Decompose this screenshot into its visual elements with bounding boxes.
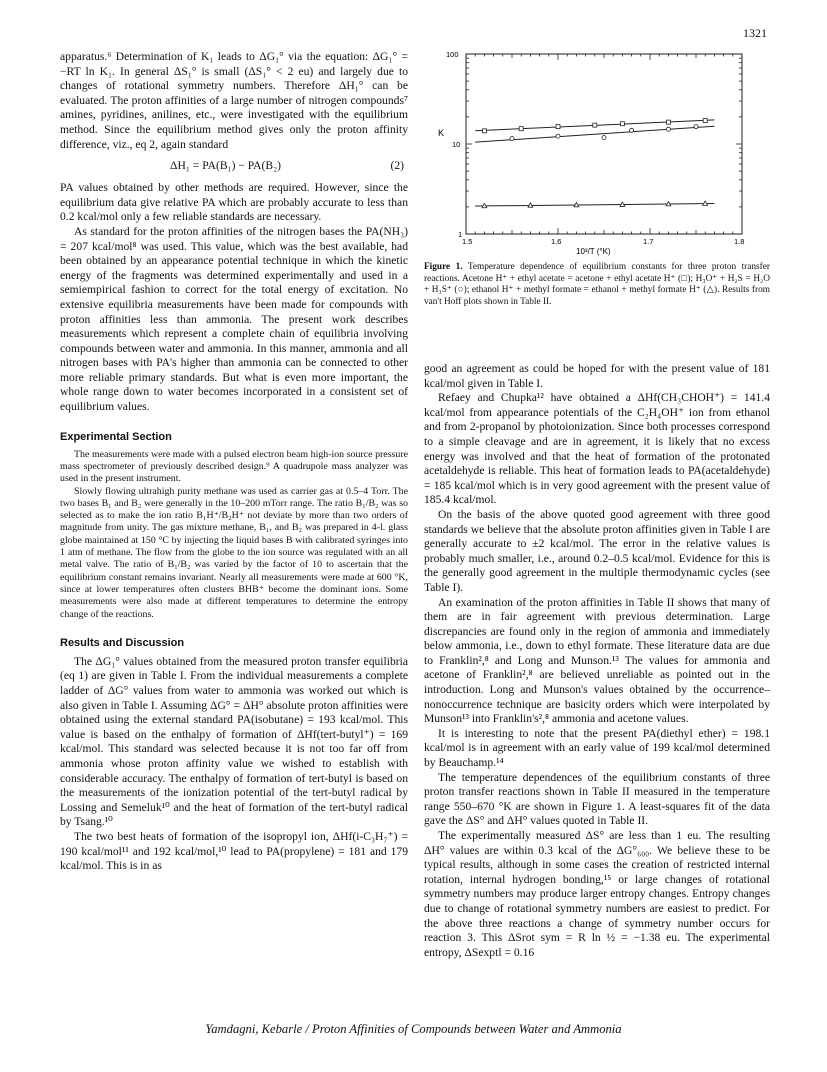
paragraph: apparatus.⁶ Determination of K₁ leads to ΔG₁° via the equation: ΔG₁° = −RT ln K₁. In general ΔS₁° is small (ΔS₁° < 2 eu) and largely due to changes of rotational symmetry numbers. Therefore ΔH₁° can be evaluated. The proton affinities of a large number of nitrogen compounds⁷ amines, pyridines, anilines, etc., were investigated with the equilibrium method. Since the equilibrium method gives only the proton affinity difference, viz., eq 2, again standard <box>60 50 408 151</box>
equation-2 <box>60 158 408 173</box>
running-footer: Yamdagni, Kebarle / Proton Affinities of Compounds between Water and Ammonia <box>205 1022 622 1036</box>
paragraph: The two best heats of formation of the isopropyl ion, ΔHf(i-C₃H₇⁺) = 190 kcal/mol¹¹ and 192 kcal/mol,¹⁰ lead to PA(propylene) = 181 and 179 kcal/mol. This is in as <box>60 829 408 873</box>
data-point-circle <box>694 125 698 129</box>
paragraph: The experimentally measured ΔS° are less than 1 eu. The resulting ΔH° values are within 0.3 kcal of the ΔG°₆₀₀. We believe these to be typical results, although in some cases the creation of restricted internal rotation, internal hydrogen bonding,¹⁵ or large changes of rotational symmetry numbers may produce larger entropy changes. Entropy changes due to change of rotational symmetry numbers are easiest to predict. For the above three reactions a change of symmetry number occurs for reaction 3. This ΔSrot sym = R ln ½ = −1.38 eu. The experimental entropy, ΔSexptl = 0.16 <box>424 829 770 959</box>
data-point-square <box>519 127 523 131</box>
paragraph: good an agreement as could be hoped for with the present value of 181 kcal/mol given in Table I. <box>424 362 770 390</box>
y-tick-label-100: 100 <box>446 50 459 59</box>
y-tick-label-10: 10 <box>452 140 461 149</box>
data-point-circle <box>556 134 560 138</box>
equation-text: ΔH₁ = PA(B₁) − PA(B₂) <box>170 159 282 173</box>
section-heading-results: Results and Discussion <box>60 636 185 649</box>
equation-number: (2) <box>390 159 404 173</box>
page-number: 1321 <box>743 26 767 40</box>
figure-1 <box>424 48 770 256</box>
data-point-square <box>482 129 486 133</box>
data-point-circle <box>510 137 514 141</box>
data-point-square <box>666 120 670 124</box>
plot-frame <box>466 54 742 234</box>
caption-text: Temperature dependence of equilibrium constants for three proton transfer reactions. Acetone H⁺ + ethyl acetate = acetone + ethyl acetate H⁺ (□); H₃O⁺ + H₂S = H₂O + H₃S⁺ (○); ethanol H⁺ + methyl formate = ethanol + methyl formate H⁺ (△). Results from van't Hoff plots shown in Table II. <box>424 262 770 307</box>
caption-label: Figure 1. <box>424 262 463 272</box>
left-column <box>60 50 408 874</box>
equilibrium-chart <box>424 48 770 256</box>
section-heading-experimental: Experimental Section <box>60 430 172 443</box>
x-axis-label: 10³/T (°K) <box>576 247 611 256</box>
data-point-square <box>556 125 560 129</box>
right-column <box>424 362 770 960</box>
paragraph: As standard for the proton affinities of the nitrogen bases the PA(NH₃) = 207 kcal/mol⁸ was used. This value, which was the best available, had been obtained by an appearance potential technique in which the kinetic energy of the fragments was determined experimentally and used in a semiempirical fashion to correct for the total energy of excitation. No extensive equilibria measurements have been made for compounds with proton affinities less than ammonia. The present work describes measurements which represent a complete chain of equilibria involving compounds between water and ammonia. In this manner, ammonia and all nitrogen bases with PA's higher than ammonia can be connected to other more reliable primary standards. But what is even more important, the whole range down to water becomes incorporated in a consistent set of equilibrium values. <box>60 224 408 414</box>
paragraph: On the basis of the above quoted good agreement with three good standards we believe that the absolute proton affinities given in Table I are generally accurate to ±2 kcal/mol. The error in the relative values is probably much smaller, i.e., around 0.2–0.5 kcal/mol. Evidence for this is the generally good agreement in the multiple thermodynamic cycles (see Table I). <box>424 507 770 594</box>
paragraph: PA values obtained by other methods are required. However, since the equilibrium data give relative PA which are probably accurate to less than 0.2 kcal/mol only a few reliable standards are necessary. <box>60 181 408 224</box>
x-tick-label: 1.8 <box>734 237 745 246</box>
data-point-circle <box>630 128 634 132</box>
data-point-square <box>593 123 597 127</box>
fit-line-triangle <box>475 204 714 206</box>
paragraph: The measurements were made with a pulsed electron beam high-ion source pressure mass spectrometer of previously described design.⁹ A quadrupole mass analyzer was used in the present instrument. <box>60 448 408 485</box>
y-axis-label: K <box>438 128 445 138</box>
figure-caption <box>424 262 770 308</box>
x-tick-label: 1.5 <box>462 237 473 246</box>
paragraph: Slowly flowing ultrahigh purity methane was used as carrier gas at 0.5–4 Torr. The two bases B₁ and B₂ were generally in the 10–200 mTorr range. The ratio B₁/B₂ was so selected as to make the ion ratio B₁H⁺/B₂H⁺ not deviate by more than two orders of magnitude from unity. The gas mixture methane, B₁, and B₂ was prepared in 4-l. glass globe maintained at 150 °C by injecting the liquid bases B with calibrated syringes into 1 atm of methane. The flow from the globe to the ion source was regulated with an all metal valve. The ratio of B₁/B₂ was varied by the factor of 10 to ascertain that the equilibrium constant remains invariant. Nearly all measurements were made at 600 °K, since at lower temperatures often clusters BHB⁺ become the dominant ions. Some measurements were also made at different temperatures to determine the entropy change of the reactions. <box>60 485 408 620</box>
paragraph: The temperature dependences of the equilibrium constants of three proton transfer reactions shown in Table II measured in the temperature range 550–670 °K are shown in Figure 1. A least-squares fit of the data gave the ΔS° and ΔH° values quoted in Table II. <box>424 770 770 828</box>
paragraph: The ΔG₁° values obtained from the measured proton transfer equilibria (eq 1) are given in Table I. From the individual measurements a complete ladder of ΔG° values from water to ammonia was worked out which is also given in Table I. Assuming ΔG° = ΔH° absolute proton affinities were obtained using the external standard PA(isobutane) = 193 kcal/mol. This value is based on the enthalpy of formation of ΔHf(tert-butyl⁺) = 169 kcal/mol. This standard was selected because it is not too far off from ammonia whose proton affinity value we wished to establish with considerable accuracy. The enthalpy of formation of tert-butyl is based on the measurements of the ionization potential of the tert-butyl radical by Lossing and Semeluk¹⁰ and the heat of formation of the tert-butyl radical by Tsang.¹⁰ <box>60 654 408 829</box>
x-tick-label: 1.7 <box>643 237 654 246</box>
y-tick-label-1: 1 <box>458 230 463 239</box>
data-point-square <box>703 119 707 123</box>
data-point-circle <box>666 127 670 131</box>
paragraph: Refaey and Chupka¹² have obtained a ΔHf(CH₃CHOH⁺) = 141.4 kcal/mol from appearance potentials of the C₂H₄OH⁺ ion from ethanol and from 2-propanol by photoionization. Since both processes correspond to a simple cleavage and are in agreement, it is likely that no excess energy was involved and that the heat of formation of the protonated acetaldehyde is reliable. This heat of formation leads to PA(acetaldehyde) = 185 kcal/mol which is in very good agreement with the present value of 185.4 kcal/mol. <box>424 391 770 507</box>
data-point-square <box>620 122 624 126</box>
x-tick-label: 1.6 <box>551 237 562 246</box>
paragraph: It is interesting to note that the present PA(diethyl ether) = 198.1 kcal/mol is in agreement with an early value of 199 kcal/mol determined by Beauchamp.¹⁴ <box>424 726 770 770</box>
data-point-circle <box>602 136 606 140</box>
paragraph: An examination of the proton affinities in Table II shows that many of them are in fair agreement with previous determination. Large discrepancies are found only in the region of ammonia and immediately below ammonia, i.e., down to ethyl formate. These literature data are due to Franklin²,⁸ and Long and Munson.¹³ The values for ammonia and acetone of Franklin²,⁸ are believed unreliable as pointed out in the introduction. Long and Munson's values obtained by the occurrence–nonoccurrence technique are basicity orders which were interpolated by Munson¹³ into Franklin's²,⁸ ammonia and acetone values. <box>424 595 770 726</box>
